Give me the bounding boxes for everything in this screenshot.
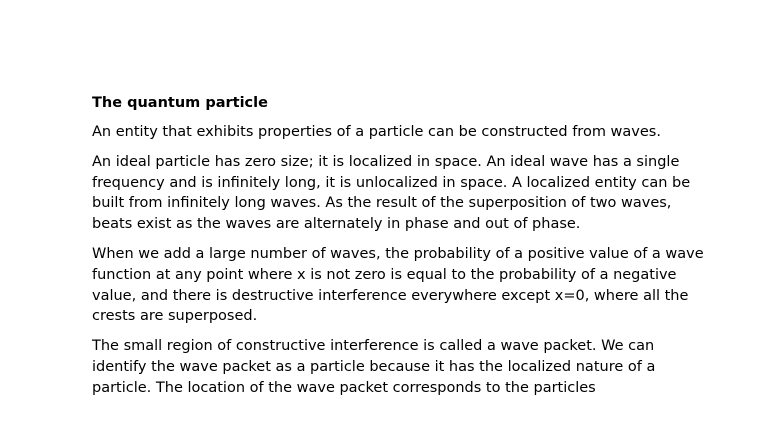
paragraph-1: An entity that exhibits properties of a particle can be constructed from waves. <box>92 124 661 140</box>
paragraph-3: When we add a large number of waves, the probability of a positive value of a wave function at any point where x is not zero is equal to the probability of a negative value, and there is destructive interference everywhere except x=0, where all the crests are superposed. <box>92 245 704 325</box>
document-body <box>92 93 704 408</box>
paragraph-4: The small region of constructive interference is called a wave packet. We can identify the wave packet as a particle because it has the localized nature of a particle. The location of the wave packet corresponds to the particles <box>92 338 656 396</box>
section-heading: The quantum particle <box>92 95 268 111</box>
paragraph-2: An ideal particle has zero size; it is localized in space. An ideal wave has a single frequency and is infinitely long, it is unlocalized in space. A localized entity can be built from infinitely long waves. As the result of the superposition of two waves, beats exist as the waves are alternately in phase and out of phase. <box>92 153 691 233</box>
